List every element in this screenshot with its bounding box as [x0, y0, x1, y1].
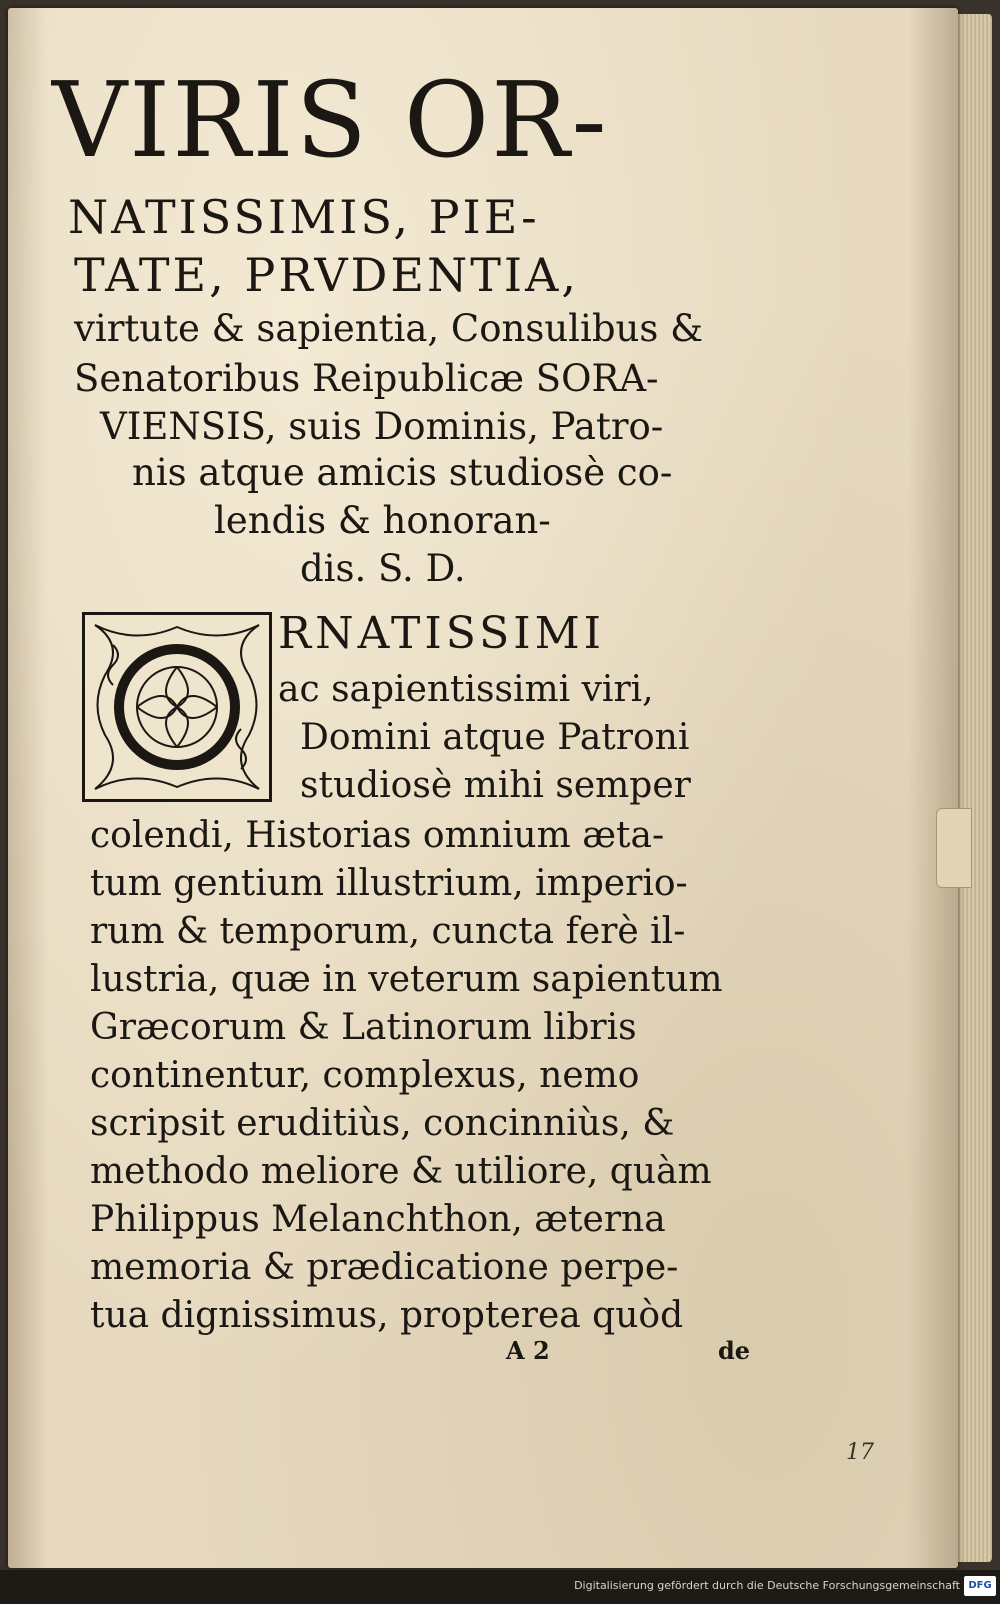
book-page [8, 8, 958, 1568]
page-tab [936, 808, 972, 888]
page-edges [956, 14, 992, 1562]
heading-line-8: lendis & honoran- [214, 499, 551, 542]
ornament-icon [85, 615, 269, 799]
heading-line-9: dis. S. D. [300, 547, 466, 590]
body-line: tum gentium illustrium, imperio- [90, 863, 688, 904]
heading-line-6: VIENSIS, suis Dominis, Patro- [100, 405, 664, 448]
body-line: Græcorum & Latinorum libris [90, 1007, 637, 1048]
body-line: scripsit eruditiùs, concinniùs, & [90, 1103, 675, 1144]
dfg-logo-icon: DFG [964, 1576, 996, 1596]
body-line: Domini atque Patroni [300, 717, 690, 758]
decorated-initial-icon [82, 612, 272, 802]
folio-mark: 17 [846, 1440, 874, 1465]
body-line: Philippus Melanchthon, æterna [90, 1199, 666, 1240]
body-line: colendi, Historias omnium æta- [90, 815, 665, 856]
catchword: de [718, 1336, 751, 1365]
heading-line-5: Senatoribus Reipublicæ SORA- [74, 357, 659, 400]
footer-bar [0, 1570, 1000, 1604]
opening-word: RNATISSIMI [278, 608, 606, 659]
body-line: rum & temporum, cuncta ferè il- [90, 911, 686, 952]
heading-line-1: VIRIS OR- [52, 59, 609, 181]
body-line: ac sapientissimi viri, [278, 669, 654, 710]
body-line: studiosè mihi semper [300, 765, 691, 806]
heading-line-4: virtute & sapientia, Consulibus & [74, 307, 704, 350]
body-line: continentur, complexus, nemo [90, 1055, 640, 1096]
body-line: tua dignissimus, propterea quòd [90, 1295, 684, 1336]
heading-line-7: nis atque amicis studiosè co- [132, 451, 673, 494]
heading-line-3: TATE, PRVDENTIA, [74, 248, 579, 302]
body-line: lustria, quæ in veterum sapientum [90, 959, 723, 1000]
signature-mark: A 2 [506, 1336, 550, 1365]
body-line: methodo meliore & utiliore, quàm [90, 1151, 712, 1192]
footer-credit: Digitalisierung gefördert durch die Deutsche Forschungsgemeinschaft [574, 1579, 960, 1592]
heading-line-2: NATISSIMIS, PIE- [68, 190, 540, 244]
body-line: memoria & prædicatione perpe- [90, 1247, 679, 1288]
